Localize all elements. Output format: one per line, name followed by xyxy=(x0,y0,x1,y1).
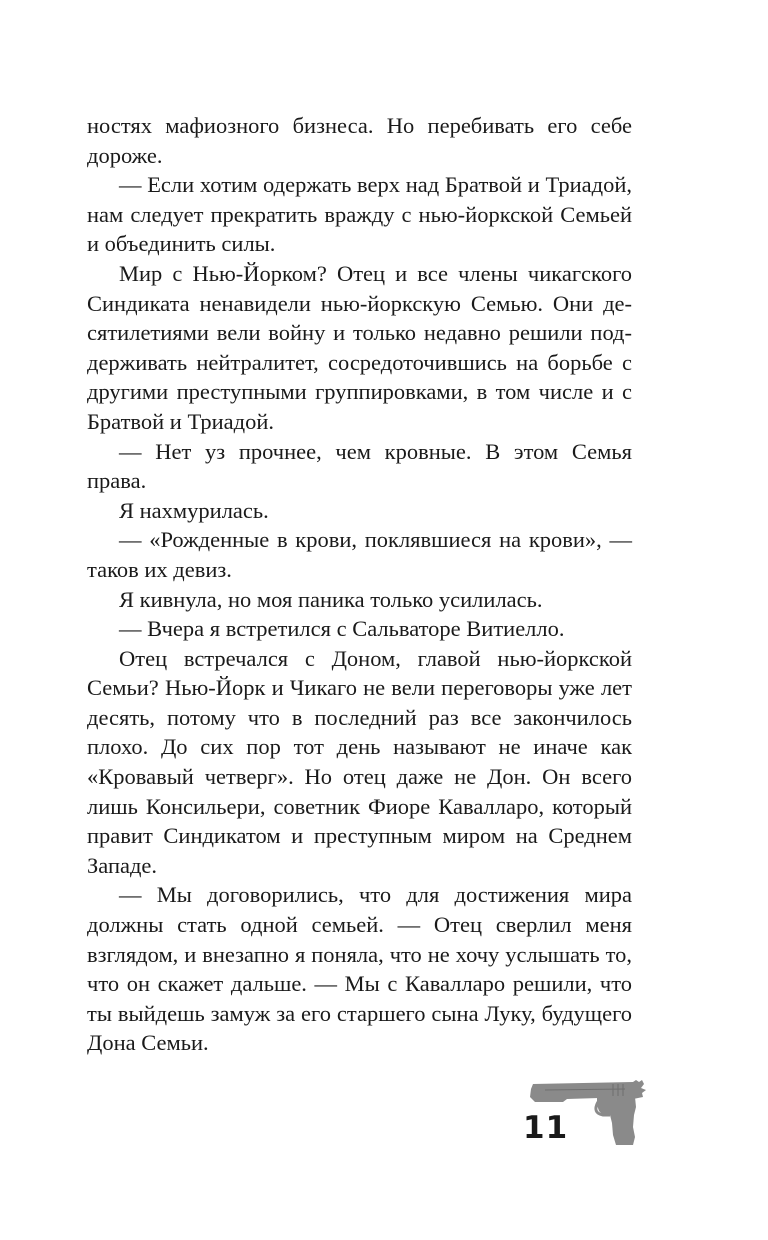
paragraph-4: — Нет уз прочнее, чем кровные. В этом Семья права. xyxy=(87,438,632,494)
page-number: 11 xyxy=(523,1110,569,1146)
paragraph-2: — Если хотим одержать верх над Братвой и Триадой, нам следует прекратить вражду с нью-йоркской Семьей и объединить силы. xyxy=(87,172,632,257)
paragraph-6: — «Рожденные в крови, поклявшиеся на крови», — таков их девиз. xyxy=(87,527,632,582)
paragraph-9: Отец встречался с Доном, главой нью-йоркской Семьи? Нью-Йорк и Чикаго не вели переговоры уже лет десять, потому что в последний раз все закончилось плохо. До сих пор тот день называют не иначе как «Кровавый четверг». Но отец даже не Дон. Он всего лишь Консильери, советник Фиоре Кавалларо, который правит Синдикатом и преступным миром на Среднем Западе. xyxy=(87,645,632,878)
paragraph-5: Я нахмурилась. xyxy=(119,497,269,523)
paragraph-8: — Вчера я встретился с Сальваторе Витиелло. xyxy=(119,616,565,642)
paragraph-3: Мир с Нью-Йорком? Отец и все члены чикагского Синдиката ненавидели нью-йоркскую Семью. Они десятилетиями вели войну и только недавно решили поддерживать нейтралитет, сосредоточившись на борьбе с другими преступными группировками, в том числе и с Братвой и Триадой. xyxy=(87,260,632,434)
paragraph-7: Я кивнула, но моя паника только усилилась. xyxy=(119,586,543,612)
paragraph-10: — Мы договорились, что для достижения мира должны стать одной семьей. — Отец сверлил меня взглядом, и внезапно я поняла, что не хочу услышать то, что он скажет дальше. — Мы с Кавалларо решили, что ты выйдешь замуж за его старшего сына Луку, будущего Дона Семьи. xyxy=(87,882,632,1056)
paragraph-1: ностях мафиозного бизнеса. Но перебивать его себе дороже. xyxy=(87,113,632,168)
page-footer xyxy=(515,1075,650,1155)
body-text xyxy=(87,111,632,1058)
